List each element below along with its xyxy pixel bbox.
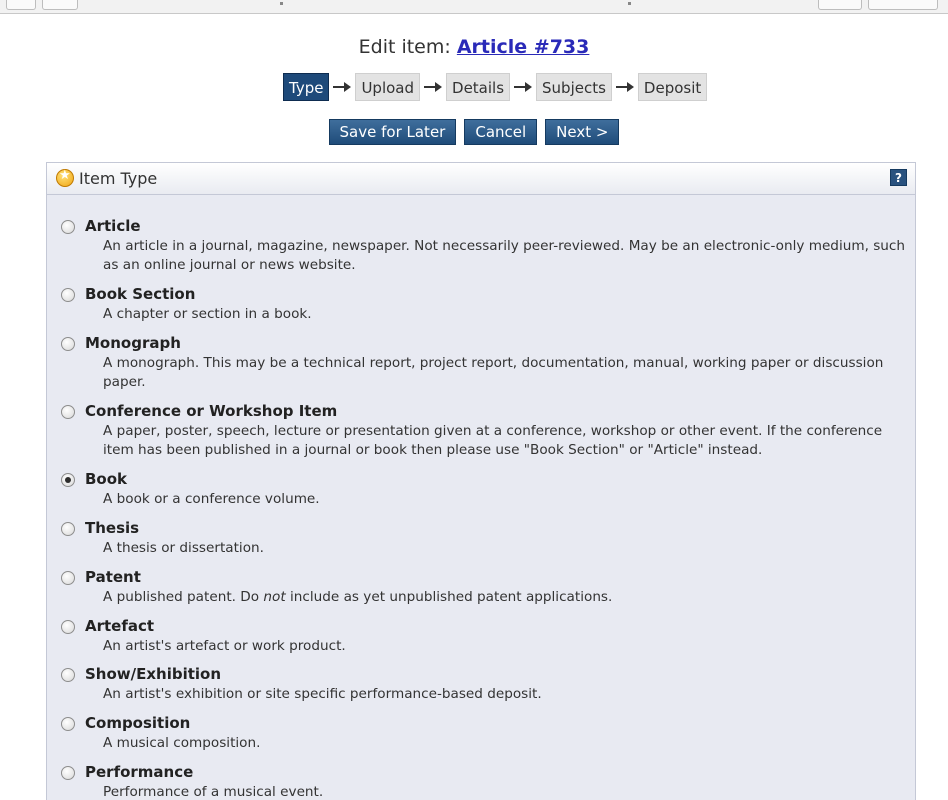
step-subjects[interactable]: Subjects — [536, 73, 612, 101]
step-type[interactable]: Type — [283, 73, 329, 101]
browser-tab[interactable] — [42, 0, 78, 10]
save-for-later-button[interactable]: Save for Later — [329, 119, 457, 145]
radio-article[interactable] — [61, 220, 75, 234]
option-label: Conference or Workshop Item — [85, 402, 338, 420]
browser-tab[interactable] — [868, 0, 938, 10]
option-label: Article — [85, 217, 141, 235]
option-description: A paper, poster, speech, lecture or presentation given at a conference, workshop or other event. If the conference item has been published in a journal or book then please use "Book Section" or "Article" instead. — [103, 423, 883, 458]
option-label: Performance — [85, 763, 194, 781]
option-label: Book — [85, 470, 128, 488]
edit-item-page — [0, 14, 948, 800]
option-description: Performance of a musical event. — [103, 784, 324, 800]
radio-composition[interactable] — [61, 717, 75, 731]
next-button[interactable]: Next > — [545, 119, 619, 145]
arrow-right-icon — [423, 73, 443, 101]
chrome-mark — [280, 2, 283, 5]
step-deposit[interactable]: Deposit — [638, 73, 707, 101]
option-description: A chapter or section in a book. — [103, 306, 312, 322]
action-bar — [0, 119, 948, 145]
item-type-panel — [46, 162, 916, 800]
item-link[interactable]: Article #733 — [456, 36, 590, 58]
browser-chrome — [0, 0, 948, 14]
description-text: A published patent. Do — [103, 589, 264, 605]
option-label: Show/Exhibition — [85, 665, 222, 683]
help-icon[interactable]: ? — [890, 169, 907, 186]
radio-show-exhibition[interactable] — [61, 668, 75, 682]
option-description: An article in a journal, magazine, newspaper. Not necessarily peer-reviewed. May be an electronic-only medium, such as an online journal or news website. — [103, 238, 906, 273]
option-label: Artefact — [85, 617, 155, 635]
radio-monograph[interactable] — [61, 337, 75, 351]
panel-title: Item Type — [79, 169, 158, 188]
arrow-right-icon — [615, 73, 635, 101]
panel-header — [47, 163, 915, 195]
step-upload[interactable]: Upload — [355, 73, 420, 101]
chrome-mark — [628, 2, 631, 5]
arrow-right-icon — [513, 73, 533, 101]
browser-tab[interactable] — [818, 0, 862, 10]
option-label: Composition — [85, 714, 191, 732]
option-description: A thesis or dissertation. — [103, 540, 264, 556]
radio-book[interactable] — [61, 473, 75, 487]
title-prefix: Edit item: — [358, 36, 451, 58]
option-label: Book Section — [85, 285, 196, 303]
description-emphasis: not — [263, 589, 286, 605]
page-title — [0, 36, 948, 58]
option-description: An artist's artefact or work product. — [103, 638, 346, 654]
option-description: A musical composition. — [103, 735, 261, 751]
radio-patent[interactable] — [61, 571, 75, 585]
option-label: Monograph — [85, 334, 181, 352]
description-text: include as yet unpublished patent applications. — [285, 589, 613, 605]
star-icon — [56, 169, 74, 187]
step-details[interactable]: Details — [446, 73, 510, 101]
cancel-button[interactable]: Cancel — [464, 119, 537, 145]
option-label: Patent — [85, 568, 141, 586]
radio-conference-item[interactable] — [61, 405, 75, 419]
radio-thesis[interactable] — [61, 522, 75, 536]
radio-artefact[interactable] — [61, 620, 75, 634]
radio-performance[interactable] — [61, 766, 75, 780]
arrow-right-icon — [332, 73, 352, 101]
workflow-steps — [283, 72, 707, 102]
radio-book-section[interactable] — [61, 288, 75, 302]
option-description — [103, 588, 909, 607]
browser-tab[interactable] — [6, 0, 36, 10]
option-label: Thesis — [85, 519, 140, 537]
option-description: An artist's exhibition or site specific performance-based deposit. — [103, 686, 542, 702]
option-description: A monograph. This may be a technical report, project report, documentation, manual, working paper or discussion paper. — [103, 355, 884, 390]
option-description: A book or a conference volume. — [103, 491, 320, 507]
